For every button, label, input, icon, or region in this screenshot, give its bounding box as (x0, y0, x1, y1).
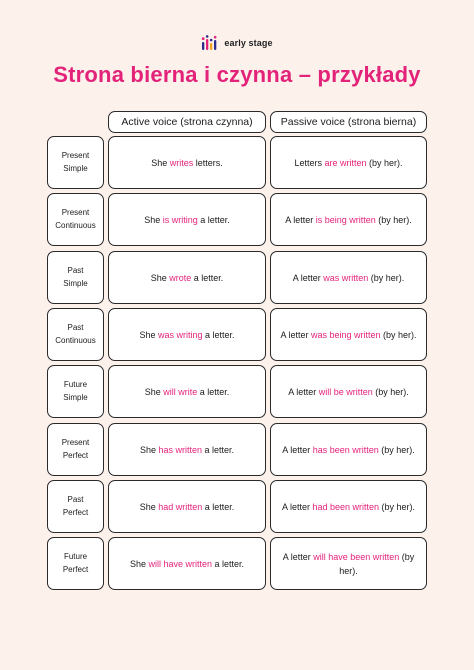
tense-label (47, 251, 104, 304)
sentence-text: (by her). (378, 444, 415, 455)
sentence-text: She (150, 272, 170, 283)
sentence-text: Letters (294, 157, 325, 168)
tense-label-line: Present (61, 438, 90, 447)
active-sentence (108, 423, 266, 476)
verb-form: had been written (312, 501, 380, 512)
verb-form: will have been written (313, 551, 400, 562)
tense-label (47, 308, 104, 361)
verb-form: is writing (162, 214, 198, 225)
sentence-text: a letter. (202, 501, 235, 512)
tense-label-line: Continuous (55, 335, 96, 345)
verb-form: was writing (157, 329, 203, 340)
tense-label (47, 423, 104, 476)
passive-sentence (270, 537, 427, 590)
active-sentence (108, 365, 266, 418)
sentence-text: She (129, 558, 149, 569)
tense-label-line: Future (63, 380, 88, 389)
verb-form: has been written (312, 444, 379, 455)
active-sentence (108, 193, 266, 246)
verb-form: had written (158, 501, 203, 512)
verb-form: will have written (148, 558, 212, 569)
early-stage-logo-icon (201, 35, 217, 51)
sentence-text: a letter. (197, 214, 230, 225)
tense-label-line: Past (67, 495, 84, 504)
sentence-text: (by her). (380, 329, 417, 340)
sentence-text: a letter. (212, 558, 245, 569)
sentence-text: She (139, 444, 159, 455)
active-sentence (108, 308, 266, 361)
header-active-voice: Active voice (strona czynna) (108, 111, 266, 133)
sentence-text: A letter (280, 329, 311, 340)
tense-label-line: Past (67, 266, 84, 275)
sentence-text: She (139, 329, 158, 340)
sentence-text: a letter. (191, 272, 224, 283)
verb-form: wrote (169, 272, 192, 283)
sentence-text: She (139, 501, 159, 512)
passive-sentence (270, 365, 427, 418)
active-sentence (108, 136, 266, 189)
sentence-text: a letter. (202, 444, 235, 455)
sentence-text: (by her). (366, 157, 403, 168)
active-sentence (108, 537, 266, 590)
tense-label-line: Present (61, 208, 90, 217)
sentence-text: A letter (281, 501, 313, 512)
brand-logo (0, 35, 474, 51)
active-sentence (108, 480, 266, 533)
tense-label-line: Future (63, 552, 88, 561)
sentence-text: (by her). (372, 386, 409, 397)
header-passive-voice: Passive voice (strona bierna) (270, 111, 427, 133)
passive-sentence (270, 193, 427, 246)
verb-form: will write (163, 386, 198, 397)
page-title: Strona bierna i czynna – przykłady (53, 62, 421, 87)
tense-label-line: Simple (63, 392, 88, 402)
sentence-text: letters. (193, 157, 223, 168)
verb-form: are written (324, 157, 367, 168)
sentence-text: She (151, 157, 170, 168)
passive-sentence (270, 308, 427, 361)
active-sentence (108, 251, 266, 304)
tense-label-line: Simple (63, 278, 88, 288)
tense-label-line: Continuous (55, 220, 96, 230)
sentence-text: (by her). (379, 501, 416, 512)
tense-label (47, 193, 104, 246)
tense-label-line: Perfect (62, 450, 89, 460)
passive-sentence (270, 423, 427, 476)
sentence-text: A letter (282, 551, 314, 562)
sentence-text: She (144, 214, 163, 225)
sentence-text: a letter. (202, 329, 235, 340)
sentence-text: (by her). (375, 214, 412, 225)
tense-label (47, 365, 104, 418)
tense-label-line: Present (61, 151, 90, 160)
sentence-text: a letter. (197, 386, 230, 397)
verb-form: was being written (310, 329, 381, 340)
sentence-text: She (144, 386, 164, 397)
verb-form: was written (323, 272, 369, 283)
passive-sentence (270, 136, 427, 189)
sentence-text: (by her). (368, 272, 405, 283)
verb-form: has written (158, 444, 202, 455)
tense-label (47, 136, 104, 189)
sentence-text: A letter (288, 386, 319, 397)
sentence-text: A letter (285, 214, 316, 225)
tense-label-line: Perfect (62, 507, 89, 517)
verb-form: writes (169, 157, 194, 168)
verb-form: is being written (315, 214, 376, 225)
passive-sentence (270, 480, 427, 533)
tense-label (47, 537, 104, 590)
tense-label-line: Perfect (62, 564, 89, 574)
passive-sentence (270, 251, 427, 304)
tense-label-line: Simple (63, 163, 88, 173)
brand-name: early stage (224, 38, 273, 48)
sentence-text: A letter (282, 444, 313, 455)
tense-label-line: Past (67, 323, 84, 332)
verb-form: will be written (318, 386, 373, 397)
sentence-text: A letter (292, 272, 324, 283)
sentence-text: (by her). (339, 551, 415, 576)
tense-label (47, 480, 104, 533)
